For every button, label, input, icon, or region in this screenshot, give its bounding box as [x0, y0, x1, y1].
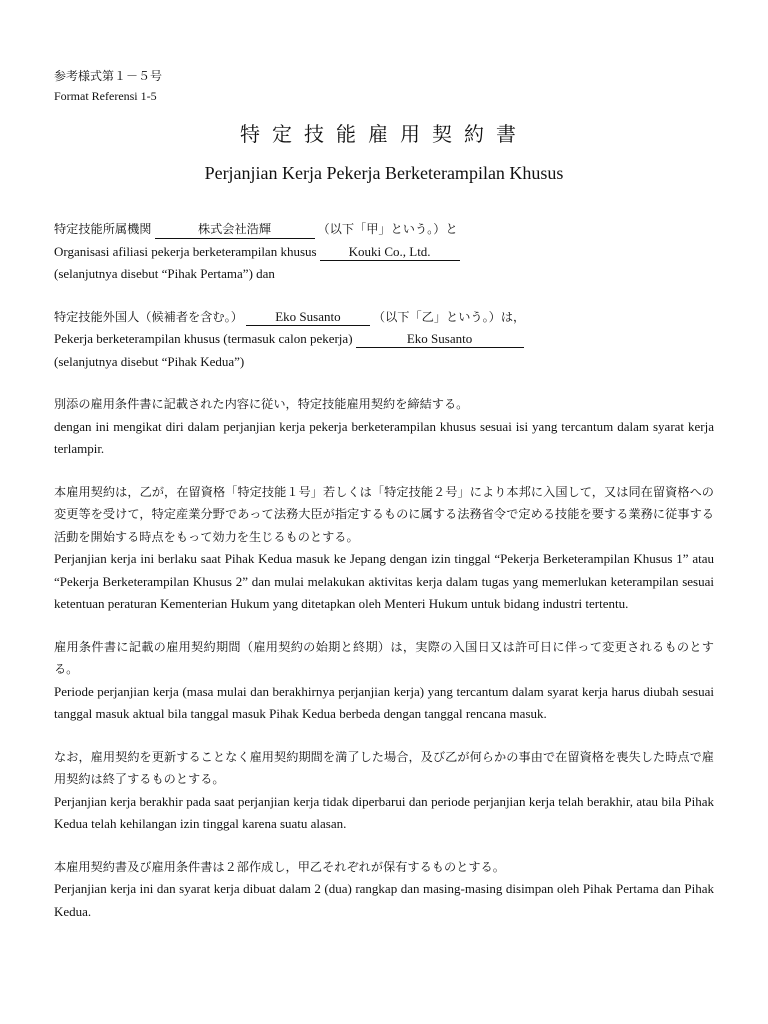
- party-first-jp-suffix: （以下「甲」という。）と: [317, 222, 458, 236]
- party-second-jp-label: 特定技能外国人（候補者を含む。）: [54, 309, 243, 324]
- paragraph-5: [54, 856, 714, 924]
- paragraph-5-jp: 本雇用契約書及び雇用条件書は２部作成し，甲乙それぞれが保有するものとする。: [54, 859, 505, 874]
- paragraph-2: [54, 481, 714, 616]
- paragraph-1-jp: 別添の雇用条件書に記載された内容に従い，特定技能雇用契約を締結する。: [54, 397, 469, 411]
- paragraph-1: [54, 393, 714, 461]
- paragraph-3-id: Periode perjanjian kerja (masa mulai dan berakhirnya perjanjian kerja) yang tercantum dalam syarat kerja harus diubah sesuai tanggal masuk aktual bila tanggal masuk Pihak Kedua berbeda dengan tanggal rencana masuk.: [54, 683, 714, 721]
- party-second-jp-suffix: （以下「乙」という。）は，: [372, 309, 526, 324]
- paragraph-1-id: dengan ini mengikat diri dalam perjanjian kerja pekerja berketerampilan khusus sesuai isi yang tercantum dalam syarat kerja terlampir.: [54, 418, 714, 456]
- party-first-jp-label: 特定技能所属機関: [54, 222, 152, 236]
- party-first-id-line: [54, 241, 714, 264]
- paragraph-2-id: Perjanjian kerja ini berlaku saat Pihak Kedua masuk ke Jepang dengan izin tinggal “Pekerja Berketerampilan Khusus 1” atau “Pekerja Berketerampilan Khusus 2” dan mulai melakukan aktivitas kerja dalam tugas yang memerlukan keterampilan sesuai ketentuan peraturan Kementerian Hukum yang ditetapkan oleh Menteri Hukum untuk bidang industri tertentu.: [54, 551, 714, 611]
- party-second-id-line: [54, 328, 714, 351]
- party-first-id-label: Organisasi afiliasi pekerja berketerampilan khusus: [54, 243, 317, 259]
- party-first-id-suffix: (selanjutnya disebut “Pihak Pertama”) dan: [54, 266, 275, 281]
- party-first-id-value: Kouki Co., Ltd.: [320, 243, 460, 261]
- party-second-id-value: Eko Susanto: [356, 330, 524, 348]
- paragraph-4: [54, 746, 714, 836]
- paragraph-2-jp: 本雇用契約は，乙が，在留資格「特定技能１号」若しくは「特定技能２号」により本邦に入国して，又は同在留資格への変更等を受けて，特定産業分野であって法務大臣が指定するものに属する法務省令で定める技能を要する業務に従事する活動を開始する時点をもって効力を生じるものとする。: [54, 484, 714, 544]
- form-reference: [54, 66, 714, 106]
- party-first-jp-line: [54, 218, 714, 241]
- paragraph-3-jp: 雇用条件書に記載の雇用契約期間（雇用契約の始期と終期）は，実際の入国日又は許可日に伴って変更されるものとする。: [54, 639, 714, 676]
- party-second-id-suffix: (selanjutnya disebut “Pihak Kedua”): [54, 353, 245, 369]
- form-reference-id: Format Referensi 1-5: [54, 89, 157, 103]
- party-first-jp-value: 株式会社浩輝: [155, 221, 315, 239]
- title-indonesian: Perjanjian Kerja Pekerja Berketerampilan Khusus: [204, 163, 564, 183]
- party-first-section: [54, 218, 714, 286]
- paragraph-5-id: Perjanjian kerja ini dan syarat kerja dibuat dalam 2 (dua) rangkap dan masing-masing disimpan oleh Pihak Pertama dan Pihak Kedua.: [54, 881, 714, 919]
- party-second-id-label: Pekerja berketerampilan khusus (termasuk calon pekerja): [54, 331, 353, 346]
- paragraph-4-jp: なお，雇用契約を更新することなく雇用契約期間を満了した場合，及び乙が何らかの事由で在留資格を喪失した時点で雇用契約は終了するものとする。: [54, 749, 714, 786]
- party-second-jp-line: [54, 306, 714, 329]
- party-second-section: [54, 306, 714, 374]
- party-second-jp-value: Eko Susanto: [246, 308, 370, 326]
- title-japanese: 特定技能雇用契約書: [240, 122, 528, 146]
- form-reference-jp: 参考様式第１－５号: [54, 69, 163, 83]
- paragraph-4-id: Perjanjian kerja berakhir pada saat perjanjian kerja tidak diperbarui dan periode perjanjian kerja telah berakhir, atau bila Pihak Kedua telah kehilangan izin tinggal karena suatu alasan.: [54, 793, 714, 831]
- paragraph-3: [54, 636, 714, 726]
